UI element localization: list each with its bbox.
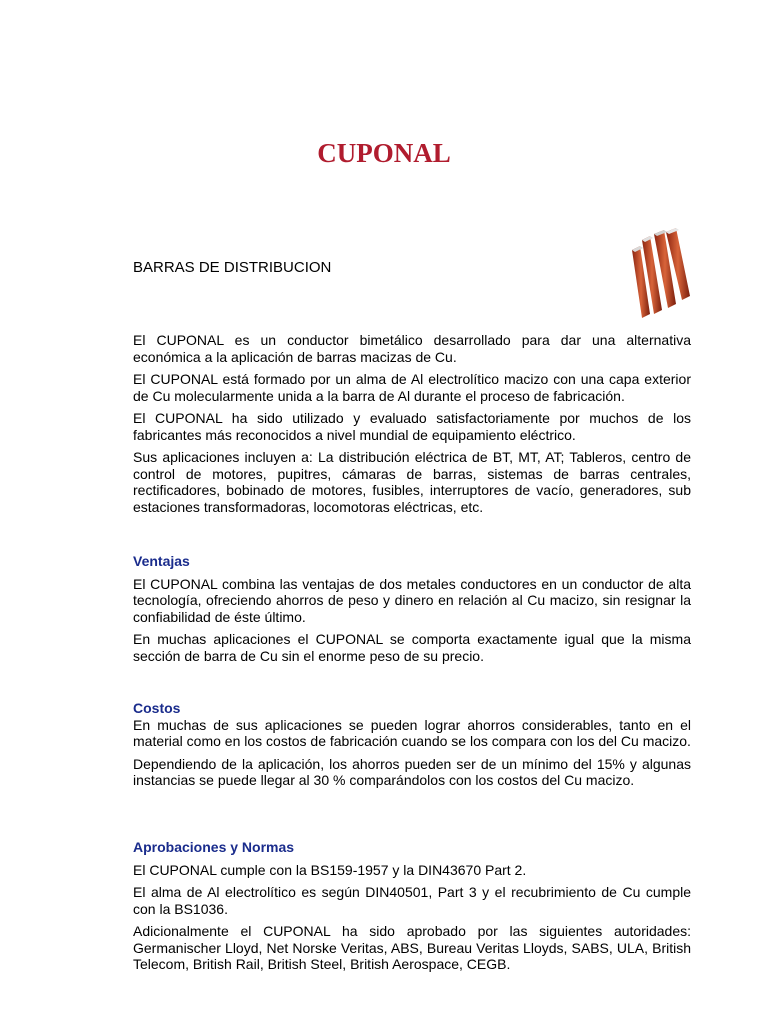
intro-paragraph: El CUPONAL está formado por un alma de Al electrolítico macizo con una capa exterior de Cu molecularmente unida a la barra de Al durante el proceso de fabricación. [133,371,691,404]
intro-paragraph: El CUPONAL ha sido utilizado y evaluado satisfactoriamente por muchos de los fabricantes más reconocidos a nivel mundial de equipamiento eléctrico. [133,410,691,443]
ventajas-paragraph: En muchas aplicaciones el CUPONAL se comporta exactamente igual que la misma sección de barra de Cu sin el enorme peso de su precio. [133,631,691,664]
intro-paragraph: Sus aplicaciones incluyen a: La distribución eléctrica de BT, MT, AT; Tableros, centro de control de motores, pupitres, cámaras de barras, sistemas de barras centrales, rectificadores, bobinado de motores, fusibles, interruptores de vacío, generadores, sub estaciones transformadoras, locomotoras eléctricas, etc. [133,449,691,515]
document-subtitle: BARRAS DE DISTRIBUCION [133,259,332,276]
ventajas-paragraph: El CUPONAL combina las ventajas de dos metales conductores en un conductor de alta tecnología, ofreciendo ahorros de peso y dinero en relación al Cu macizo, sin resignar la confiabilidad de éste último. [133,575,691,625]
busbar-product-image [626,226,698,318]
section-heading-costos: Costos [133,700,181,716]
section-heading-aprobaciones: Aprobaciones y Normas [133,839,295,855]
costos-section [133,700,691,795]
intro-section [133,332,691,521]
section-heading-ventajas: Ventajas [133,553,190,569]
aprobaciones-section [133,839,691,979]
ventajas-section [133,553,691,670]
document-title: CUPONAL [317,138,451,168]
aprobaciones-paragraph: El alma de Al electrolítico es según DIN40501, Part 3 y el recubrimiento de Cu cumple con la BS1036. [133,884,691,917]
aprobaciones-paragraph: Adicionalmente el CUPONAL ha sido aprobado por las siguientes autoridades: Germanischer Lloyd, Net Norske Veritas, ABS, Bureau Veritas Lloyds, SABS, ULA, British Telecom, British Rail, British Steel, British Aerospace, CEGB. [133,923,691,972]
costos-paragraph: Dependiendo de la aplicación, los ahorros pueden ser de un mínimo del 15% y algunas instancias se puede llegar al 30 % comparándolos con los costos del Cu macizo. [133,755,691,788]
aprobaciones-paragraph: El CUPONAL cumple con la BS159-1957 y la DIN43670 Part 2. [133,861,527,878]
intro-paragraph: El CUPONAL es un conductor bimetálico desarrollado para dar una alternativa económica a la aplicación de barras macizas de Cu. [133,332,691,365]
costos-paragraph: En muchas de sus aplicaciones se pueden lograr ahorros considerables, tanto en el material como en los costos de fabricación cuando se los compara con los del Cu macizo. [133,716,691,749]
